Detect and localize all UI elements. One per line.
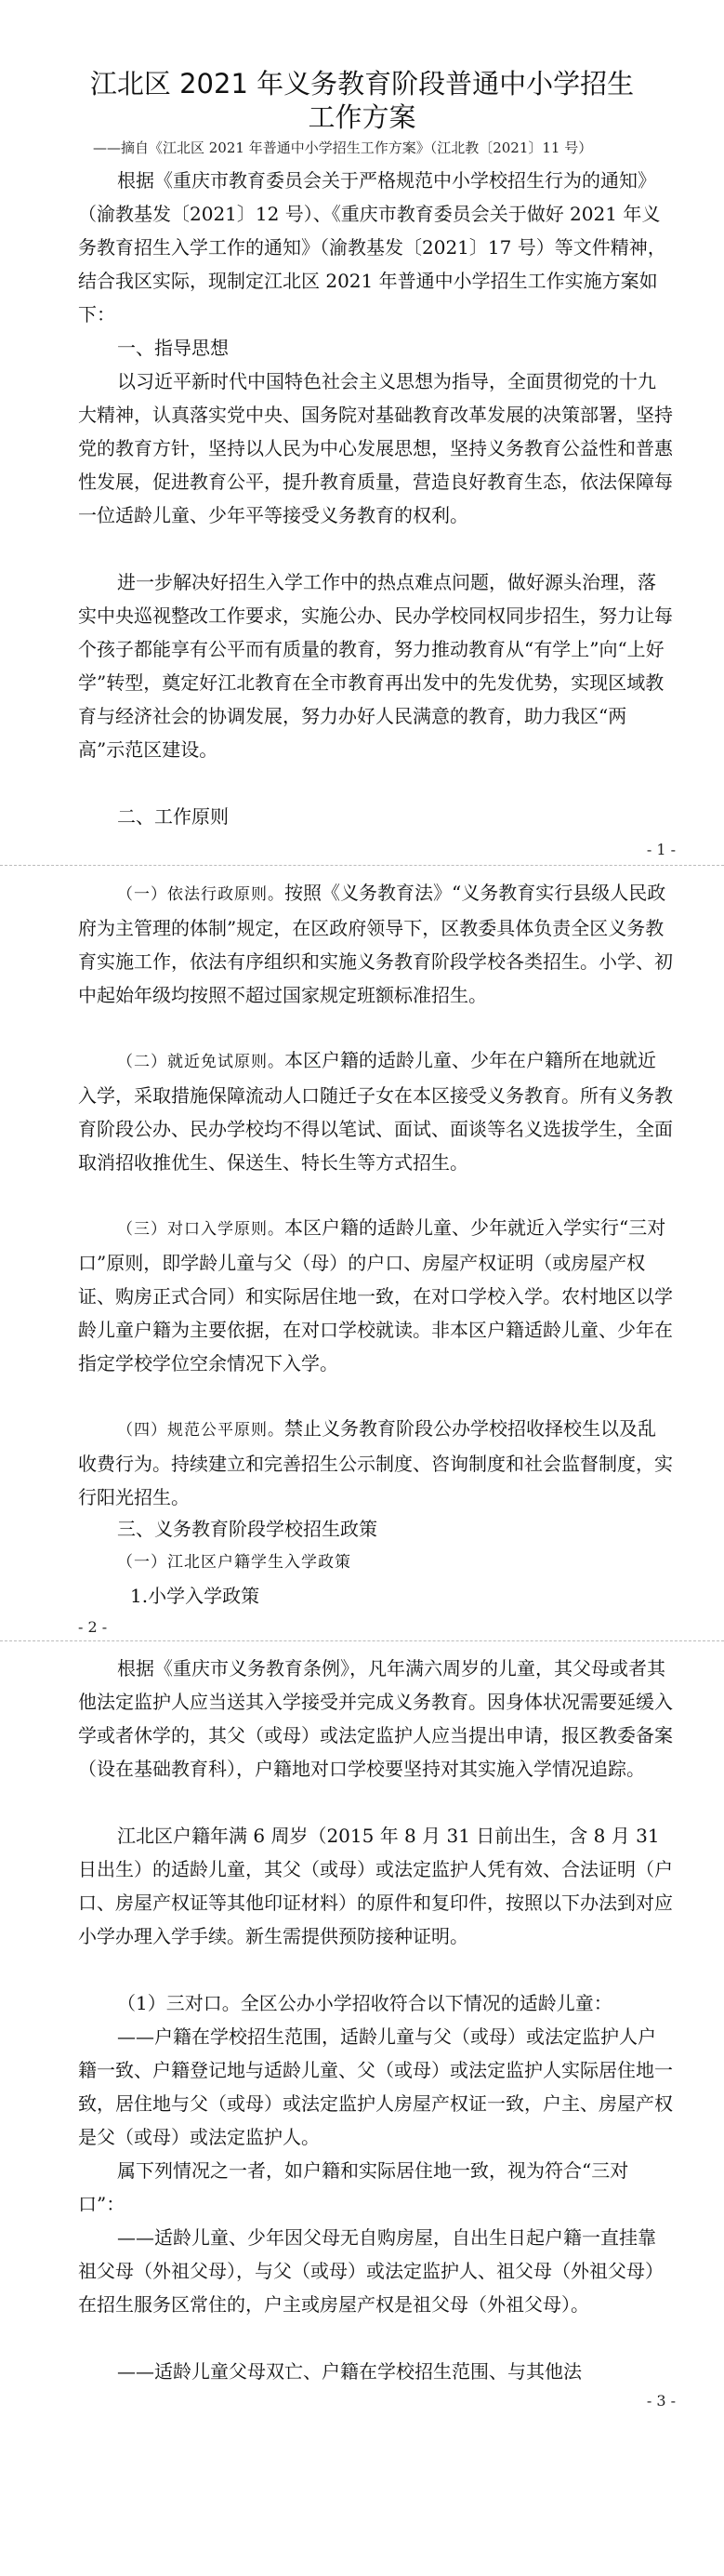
- document-title: [0, 0, 724, 134]
- title-line-2: 工作方案: [308, 101, 416, 133]
- heading-work-principles: 二、工作原则: [117, 805, 229, 828]
- paragraph-principle-1: [78, 876, 673, 1012]
- page-separator-2: [0, 1640, 724, 1642]
- principle-4-text: 禁止义务教育阶段公办学校招收择校生以及乱收费行为。持续建立和完善招生公示制度、咨询制度和社会监督制度，实行阳光招生。: [78, 1417, 673, 1508]
- paragraph-exceptions: 属下列情况之一者，如户籍和实际居住地一致，视为符合“三对口”：: [78, 2159, 629, 2215]
- paragraph-principle-3: [78, 1211, 673, 1380]
- principle-3-text: 本区户籍的适龄儿童、少年就近入学实行“三对口”原则，即学龄儿童与父（母）的户口、房屋产权证明（或房屋产权证、购房正式合同）和实际居住地一致，在对口学校入学。农村地区以学龄儿童户籍为主要依据，在对口学校就读。非本区户籍适龄儿童、少年在指定学校学位空余情况下入学。: [78, 1216, 673, 1374]
- heading-primary-school-policy: 1.小学入学政策: [130, 1585, 260, 1607]
- heading-enrollment-policy: 三、义务教育阶段学校招生政策: [117, 1518, 377, 1540]
- principle-2-lead: （二）就近免试原则。: [117, 1053, 284, 1071]
- paragraph-primary-1: 根据《重庆市义务教育条例》，凡年满六周岁的儿童，其父母或者其他法定监护人应当送其入学接受并完成义务教育。因身体状况需要延缓入学或者休学的，其父（或母）或法定监护人应当提出申请，报区教委备案（设在基础教育科），户籍地对口学校要坚持对其实施入学情况追踪。: [78, 1657, 673, 1780]
- paragraph-principle-2: [78, 1043, 673, 1179]
- paragraph-guiding-1: 以习近平新时代中国特色社会主义思想为指导，全面贯彻党的十九大精神，认真落实党中央、国务院对基础教育改革发展的决策部署，坚持党的教育方针，坚持以人民为中心发展思想，坚持义务教育公益性和普惠性发展，促进教育公平，提升教育质量，营造良好教育生态，依法保障每一位适龄儿童、少年平等接受义务教育的权利。: [78, 370, 673, 526]
- page-number-3: - 3 -: [646, 2392, 676, 2410]
- page-number-2: - 2 -: [78, 1618, 108, 1636]
- heading-guiding-ideology: 一、指导思想: [117, 337, 229, 359]
- title-line-1: 江北区 2021 年义务教育阶段普通中小学招生: [89, 68, 635, 100]
- principle-1-text: 按照《义务教育法》“义务教育实行县级人民政府为主管理的体制”规定，在区政府领导下，区教委具体负责全区义务教育实施工作，依法有序组织和实施义务教育阶段学校各类招生。小学、初中起始年级均按照不超过国家规定班额标准招生。: [78, 882, 673, 1006]
- page-separator-1: [0, 865, 724, 867]
- principle-2-text: 本区户籍的适龄儿童、少年在户籍所在地就近入学，采取措施保障流动人口随迁子女在本区接受义务教育。所有义务教育阶段公办、民办学校均不得以笔试、面试、面谈等名义选拔学生，全面取消招收推优生、保送生、特长生等方式招生。: [78, 1049, 673, 1174]
- paragraph-three-match: （1）三对口。全区公办小学招收符合以下情况的适龄儿童：: [117, 1992, 612, 2014]
- paragraph-principle-4: [78, 1412, 673, 1514]
- paragraph-intro: 根据《重庆市教育委员会关于严格规范中小学校招生行为的通知》（渝教基发〔2021〕12 号）、《重庆市教育委员会关于做好 2021 年义务教育招生入学工作的通知》（渝教基发〔2021〕17 号）等文件精神，结合我区实际，现制定江北区 2021 年普通中小学招生工作实施方案如下：: [78, 169, 666, 325]
- paragraph-exception-2: ——适龄儿童父母双亡、户籍在学校招生范围、与其他法: [117, 2360, 582, 2383]
- heading-local-household-policy: （一）江北区户籍学生入学政策: [117, 1553, 351, 1572]
- principle-1-lead: （一）依法行政原则。: [117, 885, 284, 904]
- page-number-1: - 1 -: [646, 841, 676, 858]
- document-subtitle: ——摘自《江北区 2021 年普通中小学招生工作方案》（江北教〔2021〕11 号）: [93, 139, 593, 156]
- paragraph-exception-1: ——适龄儿童、少年因父母无自购房屋，自出生日起户籍一直挂靠祖父母（外祖父母），与父（或母）或法定监护人、祖父母（外祖父母）在招生服务区常住的，户主或房屋产权是祖父母（外祖父母）。: [78, 2226, 664, 2316]
- paragraph-guiding-2: 进一步解决好招生入学工作中的热点难点问题，做好源头治理，落实中央巡视整改工作要求，实施公办、民办学校同权同步招生，努力让每个孩子都能享有公平而有质量的教育，努力推动教育从“有学上”向“上好学”转型，奠定好江北教育在全市教育再出发中的先发优势，实现区域教育与经济社会的协调发展，努力办好人民满意的教育，助力我区“两高”示范区建设。: [78, 571, 673, 761]
- principle-3-lead: （三）对口入学原则。: [117, 1220, 284, 1239]
- paragraph-primary-2: 江北区户籍年满 6 周岁（2015 年 8 月 31 日前出生，含 8 月 31 日出生）的适龄儿童，其父（或母）或法定监护人凭有效、合法证明（户口、房屋产权证等其他印证材料）的原件和复印件，按照以下办法到对应小学办理入学手续。新生需提供预防接种证明。: [78, 1825, 673, 1947]
- principle-4-lead: （四）规范公平原则。: [117, 1421, 284, 1440]
- paragraph-three-match-rule: ——户籍在学校招生范围，适龄儿童与父（或母）或法定监护人户籍一致、户籍登记地与适龄儿童、父（或母）或法定监护人实际居住地一致，居住地与父（或母）或法定监护人房屋产权证一致，户主、房屋产权是父（或母）或法定监护人。: [78, 2025, 673, 2148]
